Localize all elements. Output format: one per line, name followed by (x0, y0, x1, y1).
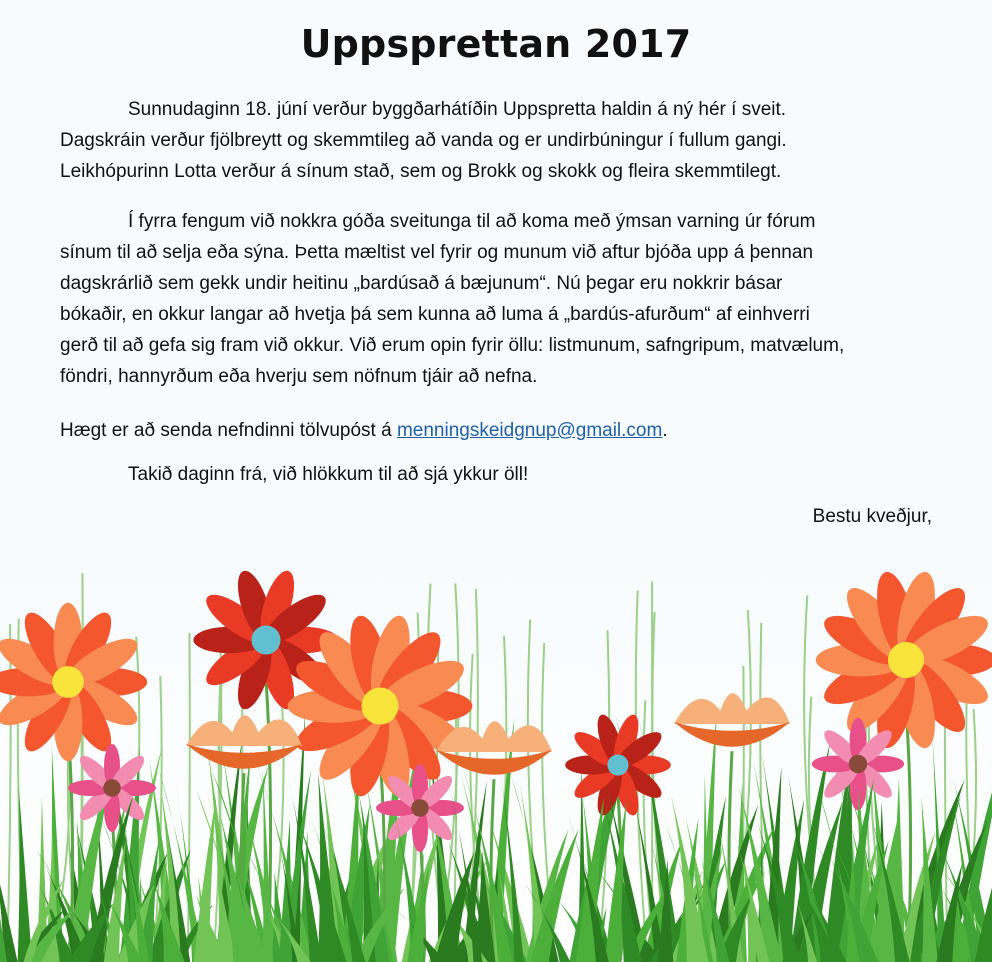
paragraph-closing (60, 459, 960, 490)
flower-center (362, 688, 399, 725)
flower-center (849, 755, 867, 773)
paragraph-market (60, 206, 960, 392)
paragraph-intro (60, 94, 960, 187)
flower-center (103, 779, 121, 797)
contact-line (60, 415, 960, 446)
email-link[interactable]: menningskeidgnup@gmail.com (396, 420, 663, 441)
contact-period: . (662, 420, 668, 441)
greeting: Bestu kveðjur, (812, 506, 932, 527)
flower-center (52, 666, 84, 698)
contact-text: Hægt er að senda nefndinni tölvupóst á (60, 420, 397, 441)
page-title: Uppsprettan 2017 (300, 22, 692, 66)
text-line: Sunnudaginn 18. júní verður byggðarhátíðin Uppspretta haldin á ný hér í sveit. (128, 99, 787, 120)
text-line: gerð til að gefa sig fram við okkur. Við erum opin fyrir öllu: listmunum, safngripum, matvælum, (60, 335, 845, 356)
text-line: sínum til að selja eða sýna. Þetta mæltist vel fyrir og munum við aftur bjóða upp á þennan (60, 242, 814, 263)
flower-center (888, 642, 924, 678)
flower-center (607, 754, 628, 775)
paragraph-contact (60, 415, 960, 446)
text-line: föndri, hannyrðum eða hverju sem nöfnum tjáir að nefna. (60, 366, 538, 387)
flower-meadow-illustration (0, 540, 992, 962)
text-line: dagskrárlið sem gekk undir heitinu „bardúsað á bæjunum“. Nú þegar eru nokkrir básar (60, 273, 783, 294)
text-line: Dagskráin verður fjölbreytt og skemmtileg að vanda og er undirbúningur í fullum gangi. (60, 130, 787, 151)
closing-line: Takið daginn frá, við hlökkum til að sjá ykkur öll! (128, 464, 529, 485)
flower-center (411, 799, 429, 817)
text-line: bókaðir, en okkur langar að hvetja þá sem kunna að luma á „bardús-afurðum“ af einhverri (60, 304, 810, 325)
flower-center (251, 625, 280, 654)
text-line: Leikhópurinn Lotta verður á sínum stað, sem og Brokk og skokk og fleira skemmtilegt. (60, 161, 782, 182)
text-line: Í fyrra fengum við nokkra góða sveitunga til að koma með ýmsan varning úr fórum (128, 211, 816, 232)
